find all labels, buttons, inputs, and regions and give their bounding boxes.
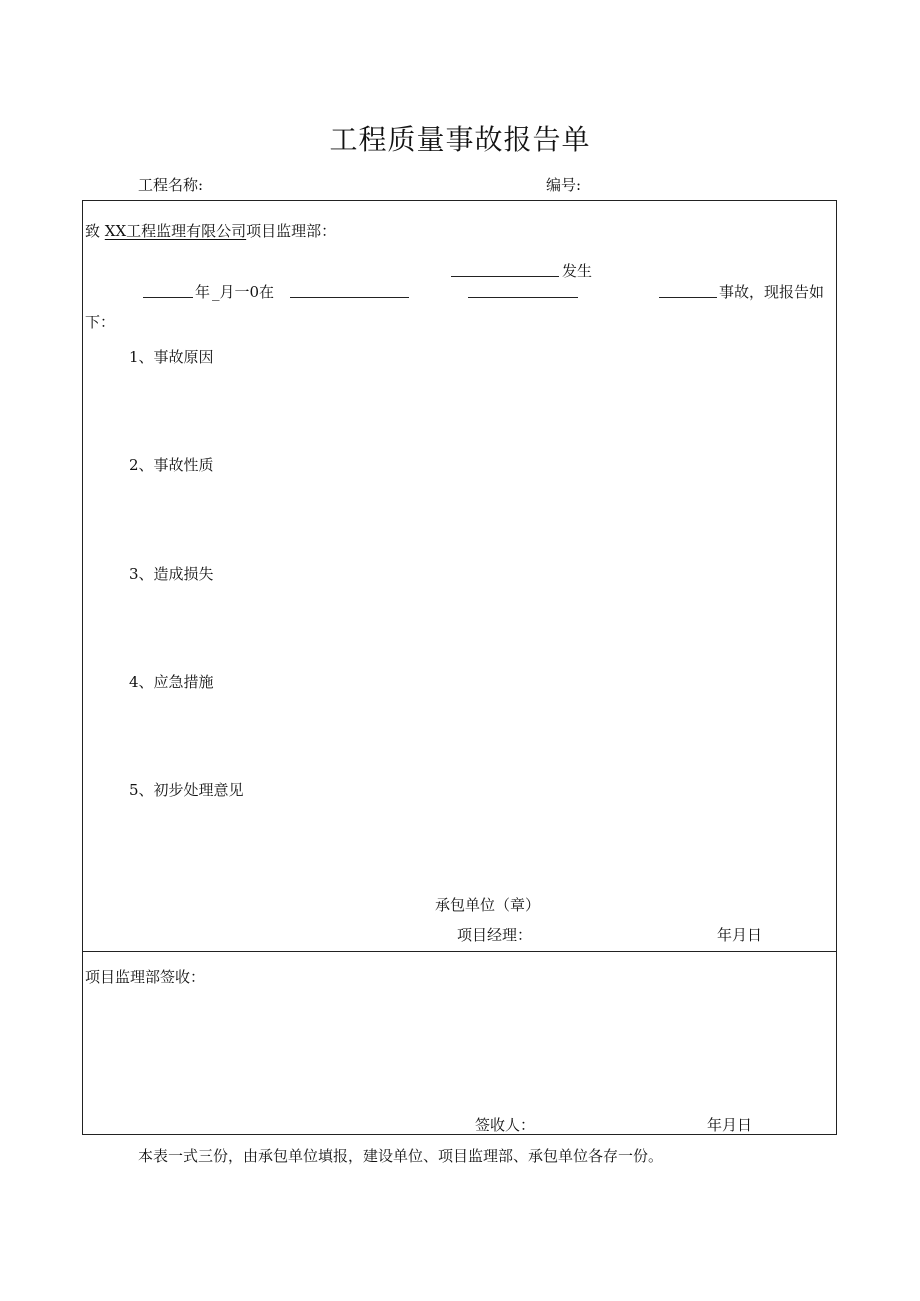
section-nature: 2、事故性质 xyxy=(129,456,214,474)
addressee-line xyxy=(85,220,336,241)
project-manager-label: 项目经理： xyxy=(457,926,533,944)
location-blank[interactable] xyxy=(451,276,559,277)
footer-note: 本表一式三份，由承包单位填报，建设单位、项目监理部、承包单位各存一份。 xyxy=(138,1147,664,1165)
page-title: 工程质量事故报告单 xyxy=(329,123,591,156)
report-form-box xyxy=(82,200,837,1135)
section-loss: 3、造成损失 xyxy=(129,565,214,583)
addressee-suffix: 项目监理部： xyxy=(246,222,337,240)
form-divider xyxy=(82,951,837,952)
year-label: 年 xyxy=(195,283,211,301)
section-emergency: 4、应急措施 xyxy=(129,673,214,691)
number-label: 编号: xyxy=(546,176,582,194)
manager-date: 年月日 xyxy=(717,926,763,944)
occur-label: 发生 xyxy=(562,262,593,280)
supervision-company: XX工程监理有限公司 xyxy=(104,222,247,240)
month-day-label: _月一0在 xyxy=(212,283,275,301)
year-blank[interactable] xyxy=(143,297,193,298)
accident-type-blank[interactable] xyxy=(659,297,717,298)
section-cause: 1、事故原因 xyxy=(129,348,214,366)
signer-label: 签收人： xyxy=(475,1116,536,1134)
event-blank[interactable] xyxy=(468,297,578,298)
receipt-date: 年月日 xyxy=(707,1116,753,1134)
project-name-label: 工程名称: xyxy=(138,176,204,194)
accident-report-label: 事故，现报告如 xyxy=(719,283,825,301)
section-initial-handling: 5、初步处理意见 xyxy=(129,781,244,799)
place-blank[interactable] xyxy=(290,297,409,298)
continuation-text: 下： xyxy=(85,313,116,331)
receipt-label: 项目监理部签收： xyxy=(85,968,206,986)
addressee-prefix: 致 xyxy=(85,222,101,240)
contractor-seal-label: 承包单位（章） xyxy=(435,896,541,914)
